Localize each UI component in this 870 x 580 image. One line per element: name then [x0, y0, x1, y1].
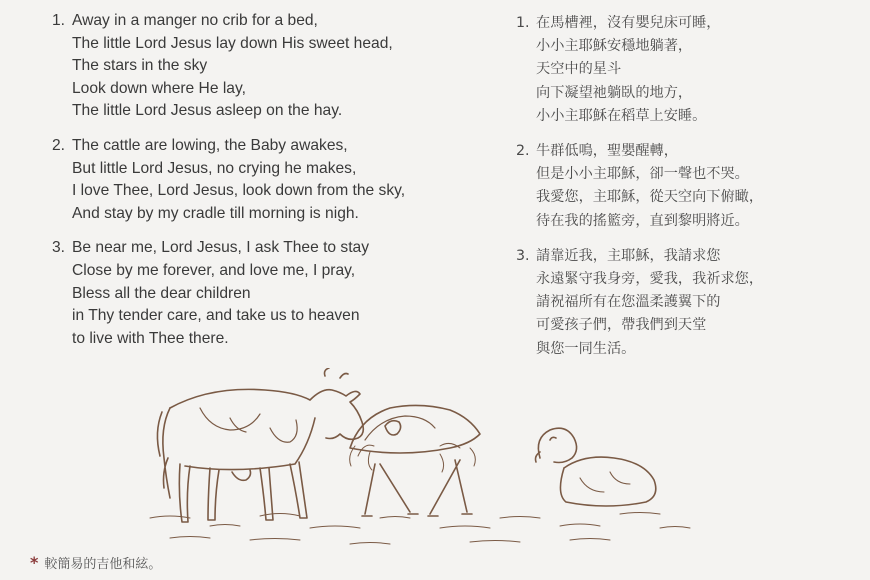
english-lyrics: [52, 10, 482, 362]
verse-number: 2.: [516, 143, 530, 160]
english-verse-1: [52, 10, 482, 123]
verse-number: 3.: [52, 239, 66, 257]
chinese-verse-1: [516, 12, 836, 128]
lyric-line: 天空中的星斗: [536, 61, 622, 78]
asterisk-icon: *: [30, 553, 39, 572]
lyric-line: 牛群低鳴，聖嬰醒轉，: [536, 143, 678, 160]
lyric-line: 小小主耶穌在稻草上安睡。: [536, 107, 707, 124]
lyric-line: 向下凝望祂躺臥的地方，: [536, 84, 693, 101]
lyric-line: 在馬槽裡，沒有嬰兒床可睡，: [536, 15, 721, 31]
chinese-lyrics: [516, 12, 836, 373]
english-verse-3: [52, 237, 482, 350]
lyric-line: 請靠近我，主耶穌，我請求您: [536, 247, 721, 264]
verse-number: 1.: [516, 15, 530, 31]
lyric-line: The little Lord Jesus asleep on the hay.: [72, 102, 343, 120]
lyric-line: The little Lord Jesus lay down His sweet head,: [72, 34, 393, 52]
lyric-line: Bless all the dear children: [72, 284, 251, 302]
verse-number: 3.: [516, 247, 530, 264]
lyric-line: in Thy tender care, and take us to heaven: [72, 307, 360, 325]
footnote-text: 較簡易的吉他和絃。: [44, 557, 162, 572]
chinese-verse-2: [516, 140, 836, 233]
lyric-line: But little Lord Jesus, no crying he makes,: [72, 159, 357, 177]
lyric-line: 但是小小主耶穌，卻一聲也不哭。: [536, 166, 749, 183]
cow-sketch: [157, 368, 363, 522]
lyric-line: The cattle are lowing, the Baby awakes,: [72, 136, 348, 154]
english-verse-2: [52, 135, 482, 225]
footnote: [30, 553, 161, 572]
lyric-line: 可愛孩子們，帶我們到天堂: [536, 317, 707, 334]
nativity-sketch-icon: [140, 368, 700, 554]
lyric-line: Close by me forever, and love me, I pray,: [72, 261, 356, 279]
manger-sketch: [350, 405, 480, 516]
lyric-line: to live with Thee there.: [72, 329, 229, 347]
lyric-line: And stay by my cradle till morning is nigh.: [72, 204, 359, 222]
verse-number: 1.: [52, 12, 66, 29]
verse-number: 2.: [52, 136, 66, 154]
lyric-line: 待在我的搖籃旁，直到黎明將近。: [536, 212, 749, 229]
lyric-line: Be near me, Lord Jesus, I ask Thee to stay: [72, 239, 370, 257]
nativity-illustration: [140, 368, 700, 554]
ground-grass: [150, 513, 690, 545]
lyric-line: 請祝福所有在您溫柔護翼下的: [536, 294, 721, 311]
lyric-line: 我愛您，主耶穌，從天空向下俯瞰，: [536, 189, 764, 206]
lyric-line: I love Thee, Lord Jesus, look down from the sky,: [72, 182, 406, 200]
lyric-line: 永遠緊守我身旁，愛我，我祈求您，: [536, 271, 764, 288]
lyric-line: Look down where He lay,: [72, 79, 246, 97]
lyric-line: The stars in the sky: [72, 57, 208, 75]
lyric-line: 小小主耶穌安穩地躺著，: [536, 38, 693, 55]
lyric-line: 與您一同生活。: [536, 340, 636, 357]
sheep-sketch: [536, 428, 656, 506]
chinese-verse-3: [516, 245, 836, 361]
lyric-line: Away in a manger no crib for a bed,: [72, 12, 318, 29]
